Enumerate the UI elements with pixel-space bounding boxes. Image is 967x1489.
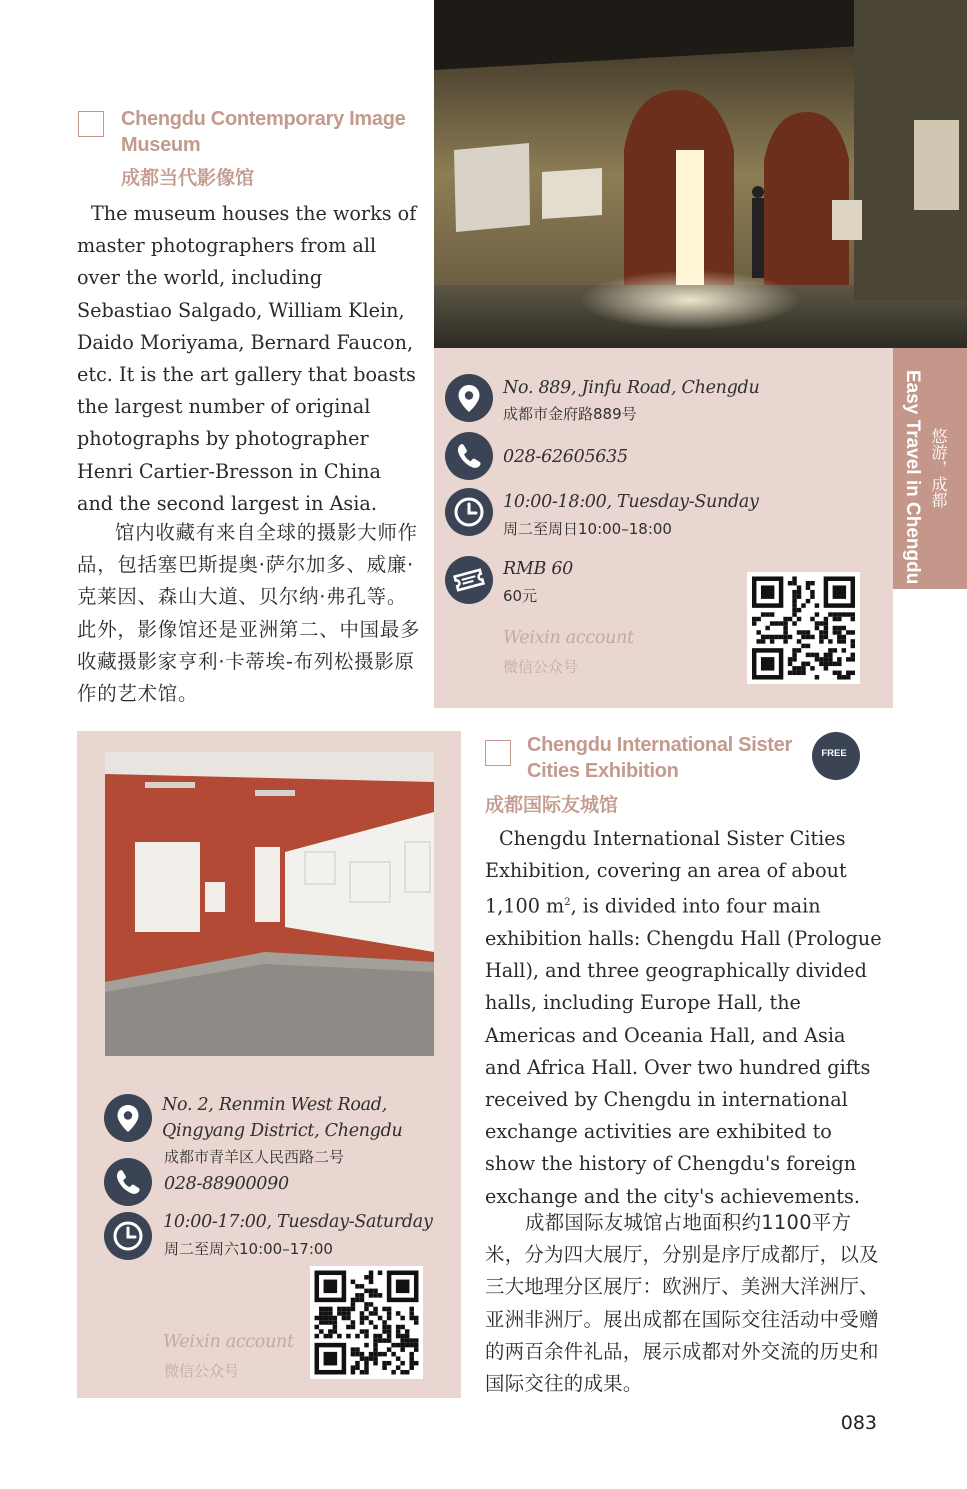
museum2-address-cn: 成都市青羊区人民西路二号 bbox=[164, 1148, 345, 1166]
checkbox-museum1 bbox=[78, 111, 104, 137]
museum2-weixin-label-en: Weixin account bbox=[163, 1332, 294, 1352]
museum1-weixin-label-cn: 微信公众号 bbox=[503, 658, 579, 676]
museum1-qr-code bbox=[747, 572, 860, 684]
free-badge-label: FREE bbox=[821, 748, 847, 759]
museum2-address-en-line1: No. 2, Renmin West Road, bbox=[162, 1095, 387, 1115]
museum1-title-en: Chengdu Contemporary Image Museum bbox=[121, 108, 406, 156]
museum2-photo-graphic bbox=[105, 752, 434, 1056]
museum1-price-cn: 60元 bbox=[503, 587, 538, 605]
museum1-description-cn: 馆内收藏有来自全球的摄影大师作品，包括塞巴斯提奥·萨尔加多、威廉·克莱因、森山大道、贝尔纳·弗孔等。此外，影像馆还是亚洲第二、中国最多收藏摄影家亨利·卡蒂埃-布列松摄影原作的艺术馆。 bbox=[77, 521, 421, 706]
clock-icon bbox=[104, 1212, 152, 1260]
phone-icon bbox=[104, 1158, 152, 1206]
museum2-qr-code bbox=[310, 1266, 423, 1379]
museum1-hours-en: 10:00-18:00, Tuesday-Sunday bbox=[503, 492, 759, 512]
sidebar-title-cn: 悠游，成都 bbox=[929, 428, 948, 508]
museum2-title-en: Chengdu International Sister Cities Exhibition bbox=[527, 734, 792, 782]
museum1-hours-cn: 周二至周日10:00–18:00 bbox=[503, 520, 672, 538]
museum1-address-en: No. 889, Jinfu Road, Chengdu bbox=[503, 378, 760, 398]
museum1-address-cn: 成都市金府路889号 bbox=[503, 405, 637, 423]
museum2-description-en: Chengdu International Sister Cities Exhibition, covering an area of about 1,100 $m^2$, is divided into four main exhibition halls: Chengdu Hall (Prologue Hall), and three geographically divided halls, including Europe Hall, the Americas and Oceania Hall, and Asia and Africa Hall. Over two hundred gifts received by Chengdu in international exchange activities are exhibited to show the history of Chengdu's foreign exchange and the city's achievements. bbox=[485, 827, 882, 1208]
checkbox-museum2 bbox=[485, 740, 511, 766]
museum1-photo bbox=[434, 0, 967, 348]
museum2-title-cn: 成都国际友城馆 bbox=[485, 794, 619, 816]
museum1-phone: 028-62605635 bbox=[503, 447, 628, 467]
qr-graphic bbox=[747, 572, 860, 684]
museum2-description-cn: 成都国际友城馆占地面积约1100平方米，分为四大展厅，分别是序厅成都厅，以及三大地理分区展厅：欧洲厅、美洲大洋洲厅、亚洲非洲厅。展出成都在国际交往活动中受赠的两百余件礼品，展示成都对外交流的历史和国际交往的成果。 bbox=[485, 1211, 879, 1396]
phone-icon bbox=[445, 432, 493, 480]
museum2-hours-cn: 周二至周六10:00–17:00 bbox=[164, 1240, 333, 1258]
museum2-phone: 028-88900090 bbox=[164, 1174, 289, 1194]
sidebar-tab bbox=[893, 348, 967, 589]
museum1-title-cn: 成都当代影像馆 bbox=[121, 167, 255, 189]
museum2-hours-en: 10:00-17:00, Tuesday-Saturday bbox=[163, 1212, 433, 1232]
sidebar-title-en: Easy Travel in Chengdu bbox=[902, 370, 923, 585]
museum2-address-en-line2: Qingyang District, Chengdu bbox=[162, 1121, 403, 1141]
museum1-description-en: The museum houses the works of master photographers from all over the world, including Sebastiao Salgado, William Klein, Daido Moriyama, Bernard Faucon, etc. It is the art gallery that boasts the largest number of original photographs by photographer Henri Cartier-Bresson in China and the second largest in Asia. bbox=[77, 202, 417, 515]
page-number: 083 bbox=[840, 1412, 877, 1434]
location-pin-icon bbox=[445, 374, 493, 422]
clock-icon bbox=[445, 488, 493, 536]
location-pin-icon bbox=[104, 1094, 152, 1142]
museum1-price-en: RMB 60 bbox=[503, 559, 573, 579]
ticket-icon bbox=[445, 556, 493, 604]
museum1-photo-graphic bbox=[434, 0, 967, 348]
free-badge bbox=[812, 732, 860, 780]
qr-graphic bbox=[310, 1266, 423, 1379]
museum2-photo bbox=[105, 752, 434, 1056]
museum1-weixin-label-en: Weixin account bbox=[503, 628, 634, 648]
museum2-weixin-label-cn: 微信公众号 bbox=[164, 1362, 240, 1380]
